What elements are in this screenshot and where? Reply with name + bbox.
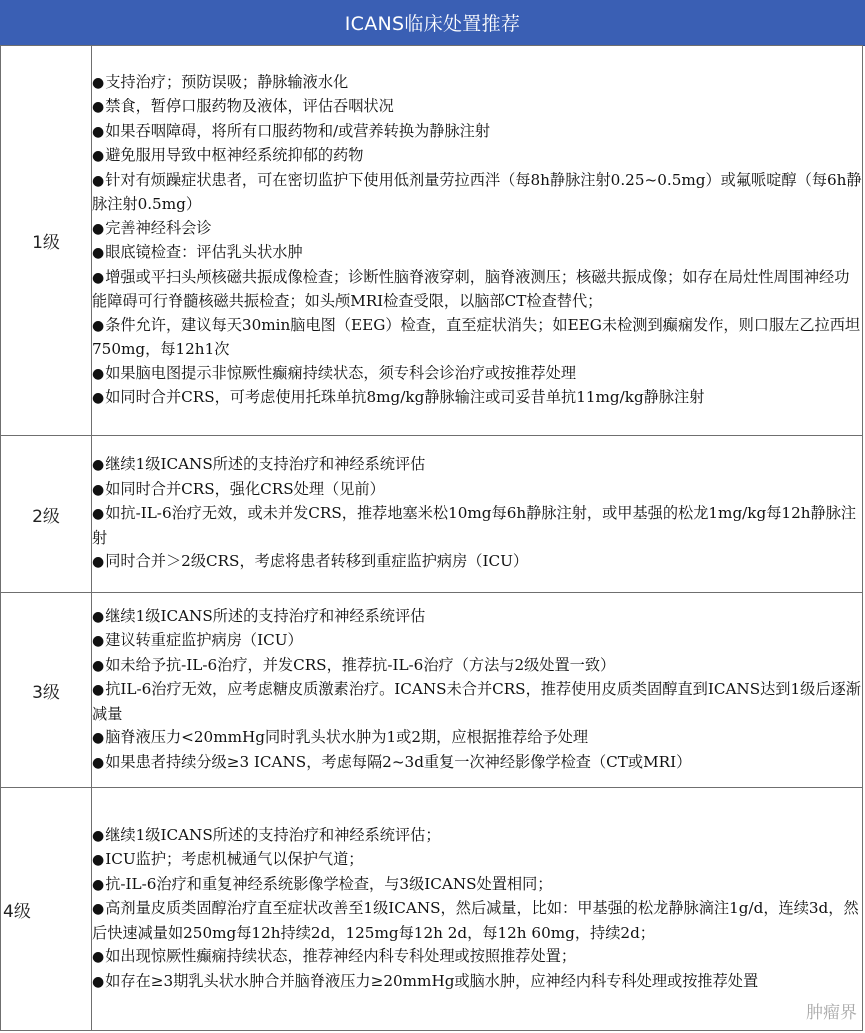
recommendation-text: 眼底镜检查：评估乳头状水肿 <box>105 243 303 261</box>
recommendation-item <box>92 71 862 96</box>
recommendation-cell <box>92 436 863 593</box>
recommendation-text: 如果患者持续分级≥3 ICANS，考虑每隔2~3d重复一次神经影像学检查（CT或MRI） <box>105 752 692 771</box>
recommendation-item <box>92 241 862 266</box>
recommendation-item <box>92 386 862 411</box>
bullet-icon: ● <box>92 852 105 869</box>
recommendation-item <box>92 502 862 550</box>
bullet-icon: ● <box>92 481 105 498</box>
recommendation-item <box>92 629 862 654</box>
table-header <box>0 0 865 46</box>
grade-label: 4级 <box>3 901 31 922</box>
recommendation-item <box>92 120 862 145</box>
grade-cell <box>1 46 92 436</box>
recommendation-item <box>92 848 862 873</box>
bullet-icon: ● <box>92 123 105 140</box>
bullet-icon: ● <box>92 657 105 674</box>
bullet-icon: ● <box>92 876 105 893</box>
recommendation-text: 如出现惊厥性癫痫持续状态，推荐神经内科专科处理或按照推荐处置； <box>105 947 577 966</box>
bullet-icon: ● <box>92 682 105 699</box>
recommendation-cell <box>92 593 863 788</box>
recommendation-item <box>92 945 862 970</box>
recommendation-text: 继续1级ICANS所述的支持治疗和神经系统评估； <box>105 825 441 844</box>
recommendation-item <box>92 95 862 120</box>
grade-row <box>1 46 863 436</box>
grade-row <box>1 788 863 1031</box>
recommendation-item <box>92 478 862 503</box>
recommendation-item <box>92 453 862 478</box>
bullet-icon: ● <box>92 554 105 571</box>
recommendation-item <box>92 751 862 776</box>
recommendation-item <box>92 970 862 995</box>
bullet-icon: ● <box>92 973 105 990</box>
recommendation-item <box>92 266 862 314</box>
bullet-icon: ● <box>92 608 105 625</box>
bullet-icon: ● <box>92 317 105 334</box>
recommendation-item <box>92 678 862 726</box>
recommendation-item <box>92 362 862 387</box>
grade-label: 3级 <box>32 682 60 703</box>
grade-row <box>1 593 863 788</box>
table-title: ICANS临床处置推荐 <box>344 13 521 35</box>
recommendation-text: 如果脑电图提示非惊厥性癫痫持续状态，须专科会诊治疗或按推荐处理 <box>105 363 577 382</box>
bullet-icon: ● <box>92 220 105 237</box>
recommendation-text: 如未给予抗-IL-6治疗，并发CRS，推荐抗-IL-6治疗（方法与2级处置一致） <box>105 655 616 674</box>
bullet-icon: ● <box>92 245 105 261</box>
grade-row <box>1 436 863 593</box>
recommendation-text: 抗-IL-6治疗和重复神经系统影像学检查，与3级ICANS处置相同； <box>105 874 553 893</box>
recommendation-text: 如果吞咽障碍，将所有口服药物和/或营养转换为静脉注射 <box>105 121 491 140</box>
grade-label: 1级 <box>32 233 60 253</box>
recommendation-item <box>92 144 862 169</box>
bullet-icon: ● <box>92 901 105 918</box>
recommendation-text: 完善神经科会诊 <box>105 218 212 237</box>
grade-label: 2级 <box>32 506 60 527</box>
bullet-icon: ● <box>92 633 105 650</box>
watermark: 肿瘤界 <box>806 1003 857 1023</box>
recommendation-text: 如抗-IL-6治疗无效，或未并发CRS，推荐地塞米松10mg每6h静脉注射，或甲基强的松龙1mg/kg每12h静脉注射 <box>92 504 857 547</box>
recommendation-item <box>92 217 862 242</box>
grade-cell <box>1 788 92 1031</box>
table-body <box>1 46 863 1031</box>
recommendation-text: 如同时合并CRS，强化CRS处理（见前） <box>105 479 385 498</box>
recommendation-text: 支持治疗；预防误吸；静脉输液水化 <box>105 72 349 91</box>
bullet-icon: ● <box>92 457 105 474</box>
bullet-icon: ● <box>92 730 105 747</box>
recommendation-item <box>92 550 862 575</box>
bullet-icon: ● <box>92 74 105 91</box>
recommendation-text: 禁食，暂停口服药物及液体，评估吞咽状况 <box>105 97 394 115</box>
recommendation-text: 建议转重症监护病房（ICU） <box>105 631 303 650</box>
recommendation-text: 条件允许，建议每天30min脑电图（EEG）检查，直至症状消失；如EEG未检测到癫痫发作，则口服左乙拉西坦750mg，每12h1次 <box>92 315 861 358</box>
recommendation-text: 高剂量皮质类固醇治疗直至症状改善至1级ICANS，然后减量，比如：甲基强的松龙静脉滴注1g/d，连续3d，然后快速减量如250mg每12h持续2d，125mg每12h 2d，每12h 60mg，持续2d； <box>92 899 859 942</box>
bullet-icon: ● <box>92 827 105 844</box>
recommendation-item <box>92 824 862 849</box>
bullet-icon: ● <box>92 754 105 771</box>
recommendation-cell <box>92 46 863 436</box>
recommendation-text: 抗IL-6治疗无效，应考虑糖皮质激素治疗。ICANS未合并CRS，推荐使用皮质类固醇直到ICANS达到1级后逐渐减量 <box>92 680 861 723</box>
recommendation-text: 避免服用导致中枢神经系统抑郁的药物 <box>105 146 364 164</box>
recommendation-text: 如存在≥3期乳头状水肿合并脑脊液压力≥20mmHg或脑水肿，应神经内科专科处理或按推荐处置 <box>105 971 759 990</box>
recommendation-item <box>92 314 862 362</box>
recommendation-text: 增强或平扫头颅核磁共振成像检查；诊断性脑脊液穿刺，脑脊液测压；核磁共振成像；如存在局灶性周围神经功能障碍可行脊髓核磁共振检查；如头颅MRI检查受限，以脑部CT检查替代； <box>92 267 850 310</box>
recommendation-item <box>92 169 862 217</box>
recommendation-item <box>92 897 862 945</box>
bullet-icon: ● <box>92 148 105 164</box>
bullet-icon: ● <box>92 172 105 189</box>
bullet-icon: ● <box>92 949 105 966</box>
recommendation-item <box>92 726 862 751</box>
recommendation-text: 脑脊液压力<20mmHg同时乳头状水肿为1或2期，应根据推荐给予处理 <box>105 728 589 747</box>
recommendation-text: 继续1级ICANS所述的支持治疗和神经系统评估 <box>105 455 426 474</box>
recommendation-text: 同时合并＞2级CRS，考虑将患者转移到重症监护病房（ICU） <box>105 552 529 571</box>
bullet-icon: ● <box>92 269 105 286</box>
recommendation-item <box>92 873 862 898</box>
recommendation-item <box>92 605 862 630</box>
recommendation-item <box>92 654 862 679</box>
recommendation-text: 针对有烦躁症状患者，可在密切监护下使用低剂量劳拉西泮（每8h静脉注射0.25~0.5mg）或氟哌啶醇（每6h静脉注射0.5mg） <box>92 170 862 213</box>
recommendation-text: ICU监护；考虑机械通气以保护气道； <box>105 850 364 869</box>
bullet-icon: ● <box>92 99 105 115</box>
grade-cell <box>1 436 92 593</box>
grade-cell <box>1 593 92 788</box>
bullet-icon: ● <box>92 506 105 523</box>
bullet-icon: ● <box>92 390 105 406</box>
bullet-icon: ● <box>92 365 105 382</box>
recommendation-table <box>0 45 863 1031</box>
recommendation-text: 继续1级ICANS所述的支持治疗和神经系统评估 <box>105 606 426 625</box>
recommendation-cell <box>92 788 863 1031</box>
recommendation-text: 如同时合并CRS，可考虑使用托珠单抗8mg/kg静脉输注或司妥昔单抗11mg/kg静脉注射 <box>105 388 705 406</box>
